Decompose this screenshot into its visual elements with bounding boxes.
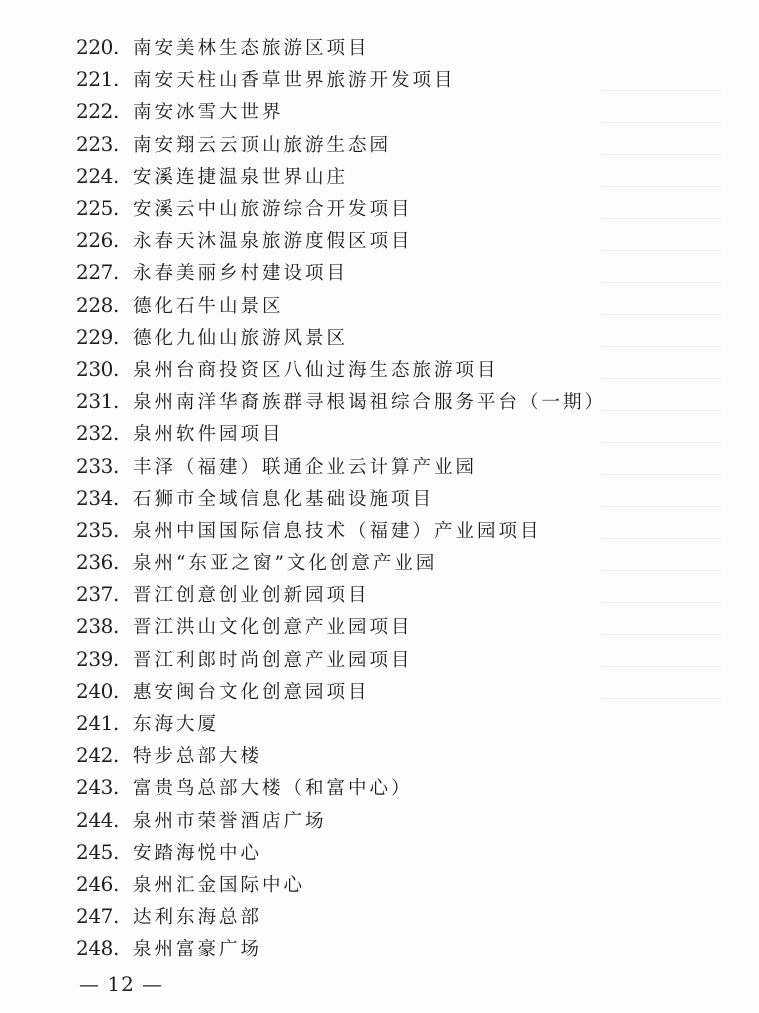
item-text: 特步总部大楼 — [133, 746, 263, 768]
item-number: 243. — [76, 775, 119, 800]
item-number: 245. — [76, 839, 119, 864]
item-number: 223. — [76, 131, 119, 156]
item-number: 241. — [76, 711, 119, 736]
item-number: 228. — [76, 292, 119, 317]
item-text: 泉州市荣誉酒店广场 — [133, 810, 327, 832]
item-number: 240. — [76, 678, 119, 703]
item-number: 225. — [76, 196, 119, 221]
list-item — [76, 578, 706, 610]
item-number: 229. — [76, 324, 119, 349]
item-number: 242. — [76, 743, 119, 768]
item-number: 246. — [76, 871, 119, 896]
list-item — [76, 836, 706, 868]
item-text: 东海大厦 — [133, 714, 220, 736]
list-item — [76, 675, 706, 707]
item-number: 220. — [76, 35, 119, 60]
item-text: 永春美丽乡村建设项目 — [133, 263, 349, 285]
item-text: 晋江利郎时尚创意产业园项目 — [133, 649, 413, 671]
list-item — [76, 707, 706, 739]
list-item — [76, 31, 706, 63]
list-item — [76, 385, 706, 417]
item-number: 248. — [76, 936, 119, 961]
item-number: 236. — [76, 550, 119, 575]
list-item — [76, 610, 706, 642]
item-number: 224. — [76, 163, 119, 188]
item-text: 泉州软件园项目 — [133, 424, 284, 446]
item-number: 235. — [76, 517, 119, 542]
item-text: 泉州中国国际信息技术（福建）产业园项目 — [133, 520, 542, 542]
item-text: 德化九仙山旅游风景区 — [133, 327, 349, 349]
item-text: 泉州台商投资区八仙过海生态旅游项目 — [133, 359, 499, 381]
item-number: 232. — [76, 421, 119, 446]
item-number: 244. — [76, 807, 119, 832]
item-number: 234. — [76, 485, 119, 510]
item-number: 231. — [76, 389, 119, 414]
item-text: 安溪连捷温泉世界山庄 — [133, 166, 349, 188]
item-number: 247. — [76, 904, 119, 929]
item-text: 晋江创意创业创新园项目 — [133, 585, 370, 607]
list-item — [76, 417, 706, 449]
item-number: 221. — [76, 67, 119, 92]
list-item — [76, 256, 706, 288]
item-text: 泉州富豪广场 — [133, 939, 263, 961]
list-item — [76, 739, 706, 771]
list-item — [76, 771, 706, 803]
item-text: 惠安闽台文化创意园项目 — [133, 681, 370, 703]
item-number: 222. — [76, 99, 119, 124]
item-text: 泉州汇金国际中心 — [133, 874, 306, 896]
item-number: 230. — [76, 356, 119, 381]
item-text: 南安美林生态旅游区项目 — [133, 38, 370, 60]
list-item — [76, 353, 706, 385]
item-number: 239. — [76, 646, 119, 671]
list-item — [76, 95, 706, 127]
list-item — [76, 482, 706, 514]
list-item — [76, 546, 706, 578]
item-text: 南安翔云云顶山旅游生态园 — [133, 134, 392, 156]
list-item — [76, 804, 706, 836]
item-text: 永春天沐温泉旅游度假区项目 — [133, 231, 413, 253]
item-text: 富贵鸟总部大楼（和富中心） — [133, 778, 413, 800]
list-item — [76, 289, 706, 321]
item-text: 石狮市全域信息化基础设施项目 — [133, 488, 435, 510]
item-number: 233. — [76, 453, 119, 478]
list-item — [76, 514, 706, 546]
item-text: 安踏海悦中心 — [133, 842, 263, 864]
list-item — [76, 643, 706, 675]
list-item — [76, 449, 706, 481]
item-text: 安溪云中山旅游综合开发项目 — [133, 199, 413, 221]
item-number: 227. — [76, 260, 119, 285]
item-text: 南安天柱山香草世界旅游开发项目 — [133, 70, 456, 92]
item-text: 丰泽（福建）联通企业云计算产业园 — [133, 456, 478, 478]
item-text: 南安冰雪大世界 — [133, 102, 284, 124]
project-list — [76, 31, 706, 964]
item-text: 泉州南洋华裔族群寻根谒祖综合服务平台（一期） — [133, 392, 607, 414]
item-number: 237. — [76, 582, 119, 607]
item-text: 达利东海总部 — [133, 907, 263, 929]
item-text: 德化石牛山景区 — [133, 295, 284, 317]
list-item — [76, 932, 706, 964]
list-item — [76, 321, 706, 353]
list-item — [76, 128, 706, 160]
item-text: 泉州“东亚之窗”文化创意产业园 — [133, 553, 438, 575]
list-item — [76, 192, 706, 224]
list-item — [76, 63, 706, 95]
list-item — [76, 900, 706, 932]
list-item — [76, 224, 706, 256]
item-number: 238. — [76, 614, 119, 639]
item-number: 226. — [76, 228, 119, 253]
list-item — [76, 160, 706, 192]
item-text: 晋江洪山文化创意产业园项目 — [133, 617, 413, 639]
page-number: — 12 — — [79, 972, 164, 996]
list-item — [76, 868, 706, 900]
